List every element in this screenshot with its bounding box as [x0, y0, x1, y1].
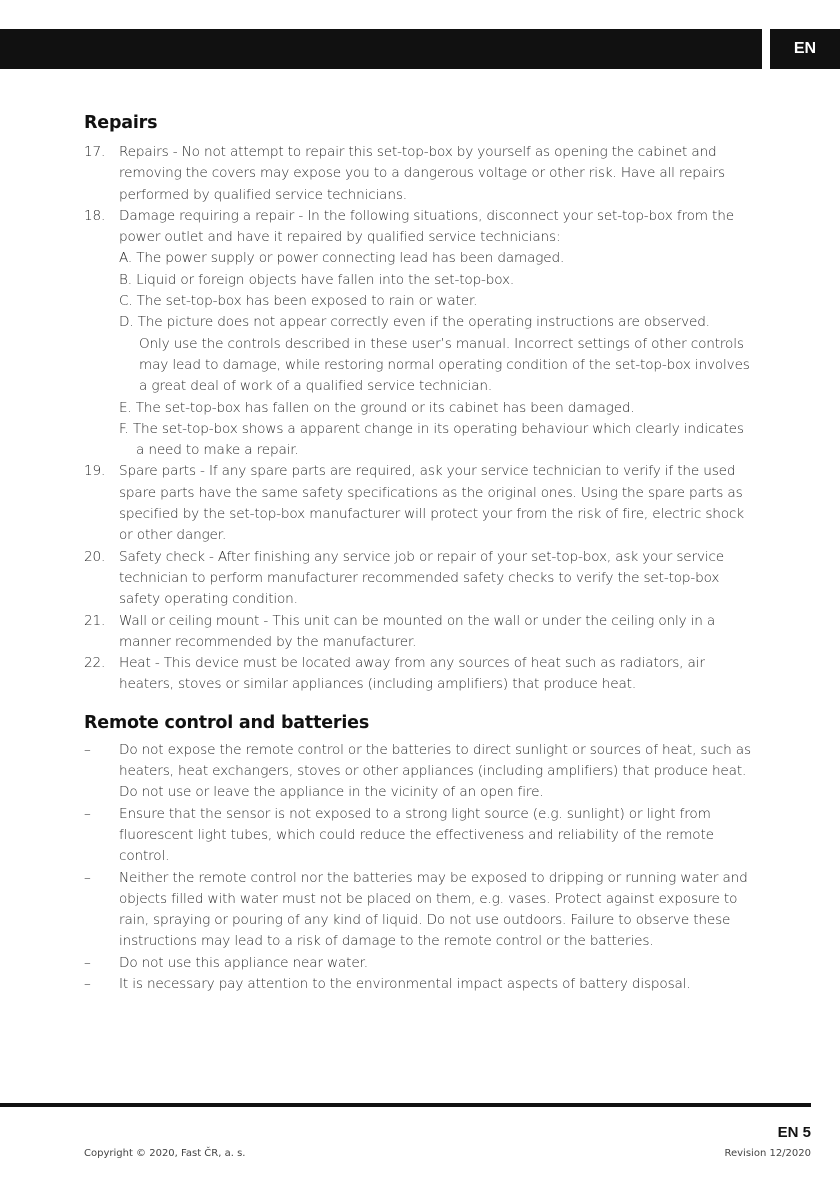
dash-marker: –: [84, 869, 91, 886]
list-item-22: [84, 653, 754, 696]
sub-item-f: F. The set-top-box shows a apparent change in its operating behaviour which clearly indicates a need to make a repair.: [119, 420, 744, 459]
list-item-18: [84, 206, 754, 249]
dash-marker: –: [84, 741, 91, 758]
item-text: Spare parts - If any spare parts are required, ask your service technician to verify if the used spare parts have the same safety specifications as the original ones. Using the spare parts as specified by the set-top-box manufacturer will protect your from the risk of fire, electric shock or other danger.: [119, 463, 744, 544]
sub-item-a: A. The power supply or power connecting lead has been damaged.: [119, 250, 565, 267]
item-number: 22.: [84, 655, 106, 672]
sub-item-d: D. The picture does not appear correctly even if the operating instructions are observed.: [119, 314, 710, 331]
footer-rule: [0, 1103, 811, 1107]
bullet-text: Neither the remote control nor the batteries may be exposed to dripping or running water and objects filled with water must not be placed on them, e.g. vases. Protect against exposure to rain, spraying or pouring of any kind of liquid. Do not use outdoors. Failure to observe these instructions may lead to a risk of damage to the remote control or the batteries.: [119, 869, 748, 950]
item-text: Wall or ceiling mount - This unit can be mounted on the wall or under the ceiling only in a manner recommended by the manufacturer.: [119, 612, 716, 650]
dash-marker: –: [84, 954, 91, 971]
item-text: Heat - This device must be located away from any sources of heat such as radiators, air heaters, stoves or similar appliances (including amplifiers) that produce heat.: [119, 655, 705, 693]
list-item-19: [84, 461, 754, 546]
sub-item-e: E. The set-top-box has fallen on the ground or its cabinet has been damaged.: [119, 399, 635, 416]
item-text: Repairs - No not attempt to repair this set-top-box by yourself as opening the cabinet and removing the covers may expose you to a dangerous voltage or other risk. Have all repairs performed by qualified service technicians.: [119, 144, 725, 203]
remote-heading: Remote control and batteries: [84, 712, 370, 733]
sub-item-c: C. The set-top-box has been exposed to rain or water.: [119, 293, 478, 310]
bullet-item: [84, 804, 754, 868]
repairs-heading: Repairs: [84, 113, 158, 133]
bullet-item: [84, 974, 754, 995]
item-text: Damage requiring a repair - In the following situations, disconnect your set-top-box from the power outlet and have it repaired by qualified service technicians:: [119, 207, 734, 246]
revision-text: Revision 12/2020: [724, 1148, 811, 1159]
item-number: 21.: [84, 612, 106, 629]
sub-item-d-note: Only use the controls described in these user’s manual. Incorrect settings of other controls may lead to damage, while restoring normal operating condition of the set-top-box involves a great deal of work of a qualified service technician.: [139, 335, 750, 395]
item-number: 17.: [84, 144, 106, 160]
language-tab: [770, 29, 840, 69]
item-number: 18.: [84, 207, 106, 224]
item-text: Safety check - After finishing any service job or repair of your set-top-box, ask your service technician to perform manufacturer recommended safety checks to verify the set-top-box safety operating condition.: [119, 548, 725, 608]
item-number: 20.: [84, 548, 106, 565]
dash-marker: –: [84, 975, 91, 992]
list-item-21: [84, 611, 754, 654]
dash-marker: –: [84, 805, 91, 822]
bullet-item: [84, 953, 754, 974]
list-item-17: [84, 142, 754, 206]
bullet-item: [84, 868, 754, 953]
item-number: 19.: [84, 463, 106, 480]
bullet-text: Do not use this appliance near water.: [119, 954, 368, 971]
copyright-text: Copyright © 2020, Fast ČR, a. s.: [84, 1148, 246, 1159]
main-content: [84, 110, 754, 995]
language-label: EN: [793, 40, 817, 57]
bullet-text: Do not expose the remote control or the batteries to direct sunlight or sources of heat, such as heaters, heat exchangers, stoves or other appliances (including amplifiers) that produce heat. Do not use or leave the appliance in the vicinity of an open fire.: [119, 741, 751, 801]
bullet-item: [84, 740, 754, 804]
bullet-text: It is necessary pay attention to the environmental impact aspects of battery disposal.: [119, 975, 691, 992]
bullet-text: Ensure that the sensor is not exposed to a strong light source (e.g. sunlight) or light from fluorescent light tubes, which could reduce the effectiveness and reliability of the remote control.: [119, 805, 714, 865]
page-number: EN 5: [777, 1124, 811, 1141]
header-bar: [0, 29, 762, 69]
sub-item-b: B. Liquid or foreign objects have fallen into the set-top-box.: [119, 271, 515, 288]
list-item-20: [84, 547, 754, 611]
